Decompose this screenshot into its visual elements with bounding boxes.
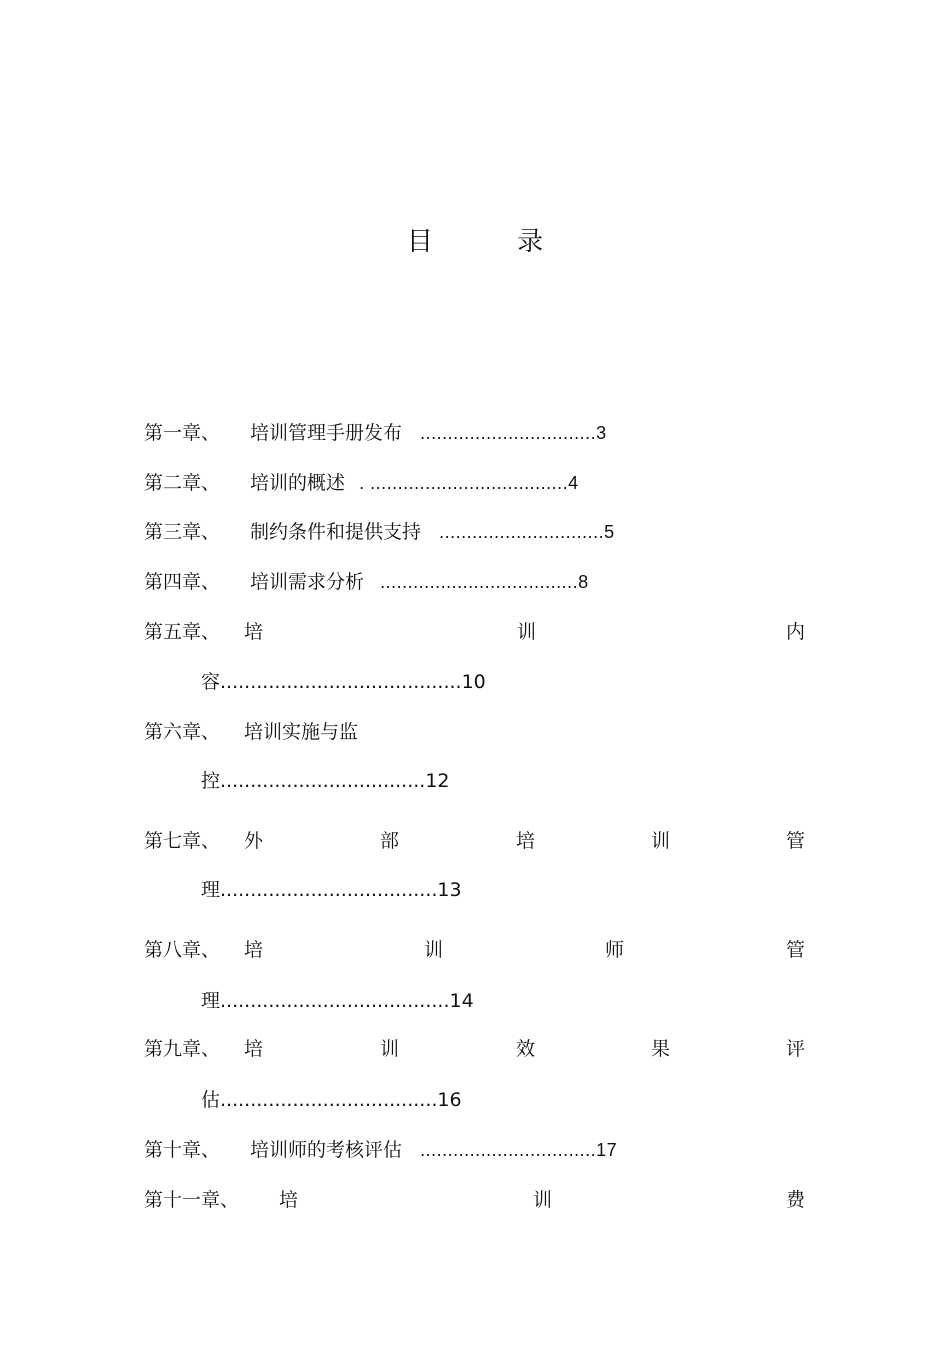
chapter-title: 培训的概述: [250, 472, 346, 494]
chapter-label: 第九章、: [144, 1038, 221, 1060]
chapter-label: 第六章、: [144, 721, 221, 743]
toc-leader-page: ..............................5: [439, 522, 615, 542]
chapter-title: 培训需求分析: [250, 571, 365, 593]
chapter-label: 第五章、: [144, 621, 221, 643]
chapter-label: 第八章、: [144, 939, 221, 961]
chapter-label: 第七章、: [144, 830, 221, 852]
chapter-title-char: 培: [516, 830, 536, 852]
toc-entry-2[interactable]: [144, 470, 579, 496]
toc-continuation: 理......................................14: [201, 990, 474, 1012]
chapter-label: 第一章、: [144, 422, 221, 444]
toc-leader-page: ................................17: [420, 1140, 618, 1160]
chapter-title: 培训师的考核评估: [250, 1139, 403, 1161]
chapter-title-char: 训: [533, 1189, 553, 1211]
chapter-label: 第十一章、: [144, 1189, 240, 1211]
chapter-label: 第十章、: [144, 1139, 221, 1161]
chapter-title-char: 培: [244, 621, 264, 643]
chapter-title-char: 训: [380, 1038, 400, 1060]
chapter-title-char: 果: [651, 1038, 671, 1060]
toc-leader-page: . ....................................4: [359, 473, 579, 493]
toc-entry-1[interactable]: [144, 420, 607, 446]
chapter-label: 第三章、: [144, 521, 221, 543]
chapter-title-char: 部: [380, 830, 400, 852]
chapter-title: 培训实施与监: [244, 721, 359, 743]
chapter-title-char: 评: [786, 1038, 806, 1060]
chapter-title-char: 管: [786, 939, 806, 961]
toc-leader-page: ................................3: [420, 423, 607, 443]
chapter-title-char: 外: [244, 830, 264, 852]
toc-continuation: 控..................................12: [201, 770, 450, 792]
toc-continuation: 理....................................13: [201, 879, 462, 901]
page-title: 目 录: [406, 227, 582, 257]
chapter-title-char: 培: [279, 1189, 299, 1211]
toc-entry-3[interactable]: [144, 519, 615, 545]
toc-entry-10[interactable]: [144, 1137, 617, 1163]
toc-leader-page: ....................................8: [380, 572, 589, 592]
toc-continuation: 估....................................16: [201, 1089, 462, 1111]
chapter-title-char: 费: [786, 1189, 806, 1211]
chapter-label: 第二章、: [144, 472, 221, 494]
chapter-label: 第四章、: [144, 571, 221, 593]
chapter-title: 制约条件和提供支持: [250, 521, 422, 543]
toc-entry-4[interactable]: [144, 569, 589, 595]
chapter-title-char: 师: [605, 939, 625, 961]
chapter-title-char: 训: [517, 621, 537, 643]
toc-continuation: 容........................................10: [201, 671, 486, 693]
chapter-title-char: 训: [651, 830, 671, 852]
chapter-title: 培训管理手册发布: [250, 422, 403, 444]
chapter-title-char: 培: [244, 1038, 264, 1060]
chapter-title-char: 培: [244, 939, 264, 961]
chapter-title-char: 效: [516, 1038, 536, 1060]
chapter-title-char: 内: [786, 621, 806, 643]
chapter-title-char: 管: [786, 830, 806, 852]
chapter-title-char: 训: [424, 939, 444, 961]
